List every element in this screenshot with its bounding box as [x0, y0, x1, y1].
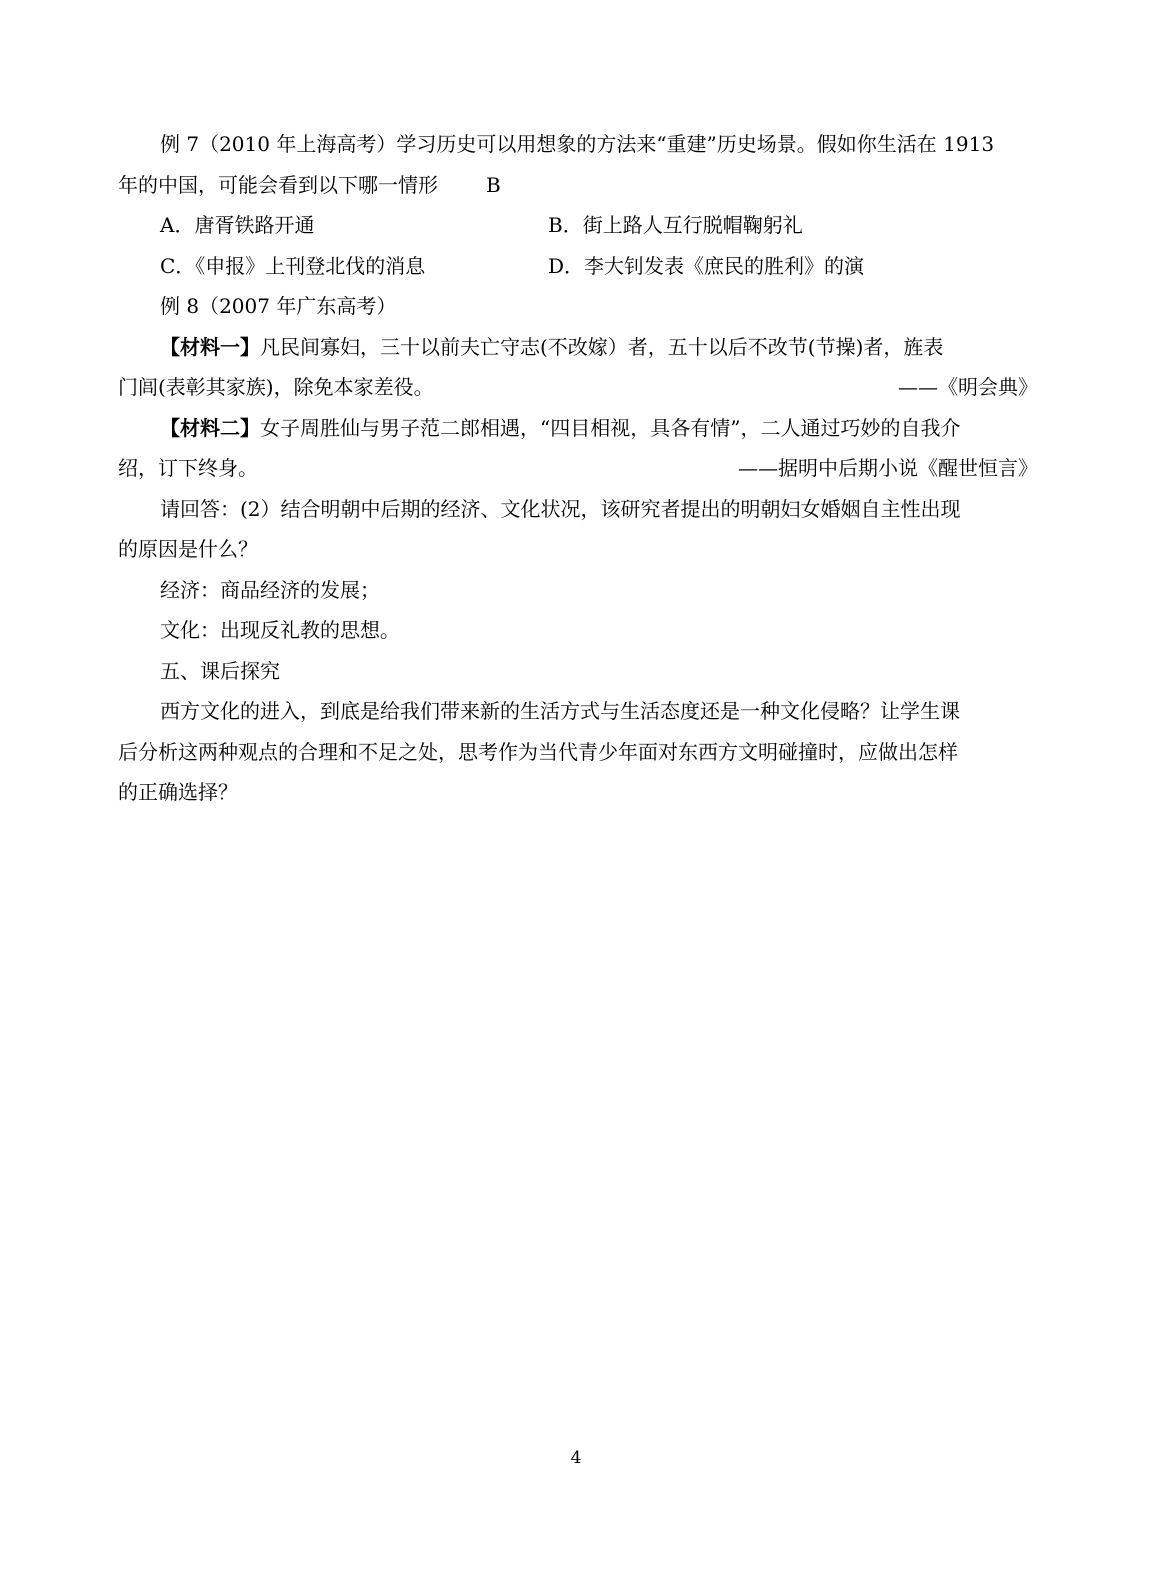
example-7-answer: B: [486, 172, 501, 197]
material-1-text: 凡民间寡妇，三十以前夫亡守志(不改嫁）者，五十以后不改节(节操)者，旌表: [260, 334, 944, 359]
example-7-question-line-1: 例 7（2010 年上海高考）学习历史可以用想象的方法来“重建”历史场景。假如你生活在 1913: [160, 132, 995, 156]
section-5-line-2: 后分析这两种观点的合理和不足之处，思考作为当代青少年面对东西方文明碰撞时，应做出怎样: [118, 739, 958, 764]
example-7-question-line-2: [118, 165, 1038, 206]
example-7-options-row-2: [160, 246, 1038, 287]
option-d: D．李大钊发表《庶民的胜利》的演: [548, 253, 865, 278]
option-a: A．唐胥铁路开通: [160, 213, 315, 237]
page-number: 4: [570, 1448, 582, 1468]
material-2-line-1: [118, 408, 1038, 449]
option-c: C．《申报》上刊登北伐的消息: [160, 253, 426, 278]
material-1-source: ——《明会典》: [898, 375, 1038, 399]
material-2-line-2: [118, 448, 1038, 489]
option-b: B．街上路人互行脱帽鞠躬礼: [548, 213, 803, 237]
section-5-heading: 五、课后探究: [160, 658, 280, 683]
section-5-line-1: 西方文化的进入，到底是给我们带来新的生活方式与生活态度还是一种文化侵略？让学生课: [160, 699, 960, 723]
material-2-text: 女子周胜仙与男子范二郎相遇，“四目相视，具各有情”，二人通过巧妙的自我介: [260, 415, 961, 440]
material-2-source: ——据明中后期小说《醒世恒言》: [738, 456, 1038, 480]
material-2-text-cont: 绍，订下终身。: [118, 456, 258, 480]
material-1-label: 【材料一】: [160, 334, 260, 359]
example-7-question-text: 年的中国，可能会看到以下哪一情形: [118, 172, 438, 197]
example-8-question-line-2: 的原因是什么？: [118, 537, 258, 561]
answer-culture: 文化：出现反礼教的思想。: [160, 618, 400, 642]
material-2-label: 【材料二】: [160, 415, 260, 440]
answer-economy: 经济：商品经济的发展；: [160, 577, 380, 602]
material-1-line-1: [118, 327, 1038, 368]
example-8-question-line-1: 请回答：(2）结合明朝中后期的经济、文化状况，该研究者提出的明朝妇女婚姻自主性出现: [160, 496, 961, 521]
example-8-heading: 例 8（2007 年广东高考）: [160, 294, 397, 318]
example-7-options-row-1: [160, 205, 1038, 246]
material-1-text-cont: 门闾(表彰其家族)，除免本家差役。: [118, 375, 434, 399]
page-content: [118, 124, 1038, 813]
section-5-line-3: 的正确选择？: [118, 780, 238, 804]
material-1-line-2: [118, 367, 1038, 408]
